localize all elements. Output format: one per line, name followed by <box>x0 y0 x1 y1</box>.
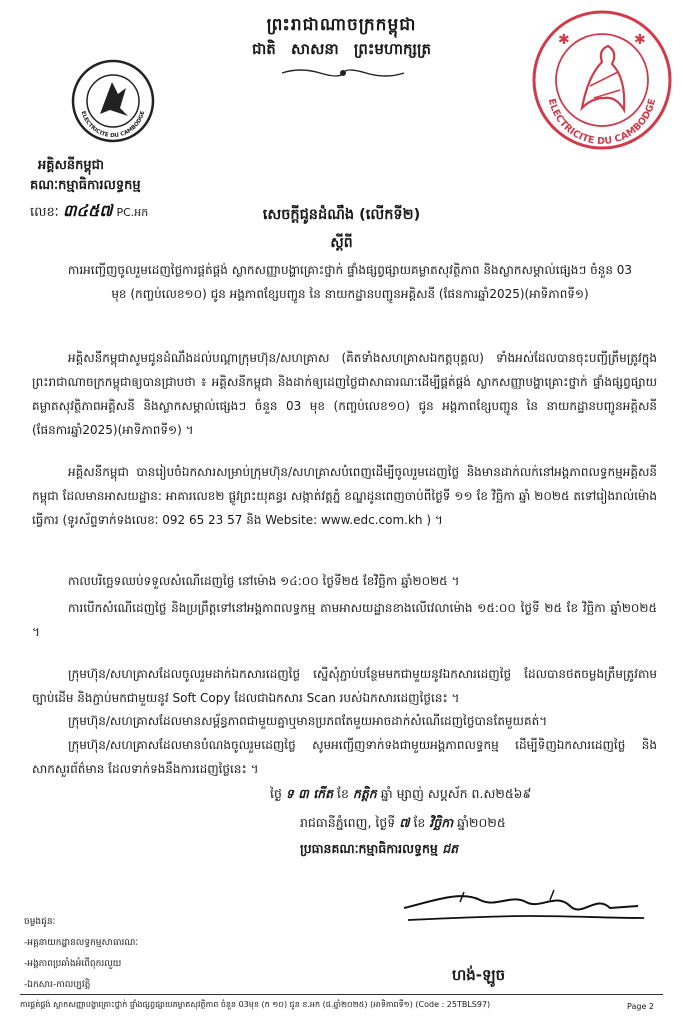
copy-recipients <box>24 912 138 996</box>
cc-item: -ឯកសារ-កាលប្បវត្តិ <box>24 980 91 990</box>
body-paragraph-6: ក្រុមហ៊ុន/សហគ្រាសដែលមានសម្ព័ន្ធភាពជាមួយគ្នាឬមានប្រភពតែមួយអាចដាក់សំណើដេញថ្លៃបានតែមួយគត់។ <box>68 714 548 728</box>
lunar-year: ឆ្នាំ ម្សាញ់ សប្តស័ក ព.ស២៥៦៩ <box>380 786 532 801</box>
handwritten-signature <box>400 872 670 952</box>
svg-text:ELECTRICITE DU CAMBODGE: ELECTRICITE DU CAMBODGE <box>545 97 659 148</box>
signatory-title <box>300 841 458 860</box>
date-year: ឆ្នាំ២០២៥ <box>457 815 506 830</box>
signer-name: ហង់-ឡូច <box>452 966 506 984</box>
lunar-date-line <box>270 786 531 805</box>
svg-text:✱: ✱ <box>634 32 646 48</box>
signatory-title-text: ប្រធានគណៈកម្មាធិការលទ្ធកម្ម <box>300 841 438 856</box>
ref-label: លេខៈ <box>30 205 59 220</box>
body-paragraph-3: កាលបរិច្ឆេទឈប់ទទួលសំណើដេញថ្លៃ នៅម៉ោង ១៤:០០ ថ្ងៃទី២៥ ខែវិច្ឆិកា ឆ្នាំ២០២៥ ។ <box>68 574 460 588</box>
notice-summary: ការអញ្ជើញចូលរួមដេញថ្លៃការផ្គត់ផ្គង់ ស្លាកសញ្ញាបង្ហាគ្រោះថ្នាក់ ផ្ទាំងផ្សព្វផ្សាយគម្លាតសុវត្ថិភាព និងស្លាកសម្គាល់ផ្សេងៗ ចំនួន 03 មុខ (កញ្ចប់លេខ១០) ជូន អង្គភាពខ្សែបញ្ជូន នៃ នាយកដ្ឋានបញ្ជូនអគ្គិសនី (ផែនការឆ្នាំ2025)(អាទិភាពទី១) <box>67 263 633 301</box>
ref-number-handwritten: ៣៤៥៧ <box>62 201 113 220</box>
cc-heading: ចម្លងជូនៈ <box>24 917 56 927</box>
footer-reference: ការផ្គត់ផ្គង់ ស្លាកសញ្ញាបង្ហាគ្រោះថ្នាក់ ផ្ទាំងផ្សព្វផ្សាយគម្លាតសុវត្ថិភាព ចំនួន 03មុខ (ក ១០) ជូន ខ.អក (ផ.ឆ្នាំ២០២៥) (អាទិភាពទី១) (Code : 25TBLS97) <box>20 1000 491 1009</box>
national-motto: ជាតិ សាសនា ព្រះមហាក្សត្រ <box>252 40 431 58</box>
svg-text:✱: ✱ <box>558 32 570 48</box>
date-day-handwritten: ៧ <box>399 815 410 830</box>
kingdom-header: ព្រះរាជាណាចក្រកម្ពុជា <box>266 15 417 35</box>
lunar-prefix: ថ្ងៃ <box>270 786 282 801</box>
committee-name: គណៈកម្មាធិការលទ្ធកម្ម <box>30 178 141 193</box>
body-paragraph-4: ការបើកសំណើដេញថ្លៃ និងប្រព្រឹត្តទៅនៅអង្គភាពលទ្ធកម្ម តាមអាសយដ្ឋានខាងលើវេលាម៉ោង ១៥:០០ ថ្ងៃទី ២៥ ខែ វិច្ឆិកា ឆ្នាំ២០២៥ ។ <box>32 601 657 639</box>
page-number: Page 2 <box>627 1002 654 1011</box>
svg-text:ELECTRICITE DU CAMBODGE: ELECTRICITE DU CAMBODGE <box>79 110 147 140</box>
cc-item: -អង្គភាពប្រឆាំងអំពើពុករលួយ <box>24 959 122 969</box>
footer-divider <box>20 994 663 995</box>
solar-date-line <box>300 815 506 834</box>
date-month-handwritten: វិច្ឆិកា <box>429 815 454 830</box>
org-name: អគ្គិសនីកម្ពុជា <box>38 158 105 173</box>
lunar-day-handwritten: ទ ៣ កើត <box>285 786 334 801</box>
date-prefix: រាជធានីភ្នំពេញ, ថ្ងៃទី <box>300 815 396 830</box>
cc-item: -អគ្គនាយកដ្ឋានលទ្ធកម្មសាធារណៈ <box>24 938 139 948</box>
notice-title: សេចក្តីជូនដំណឹង (លើកទី២) <box>262 207 421 223</box>
body-paragraph-7: ក្រុមហ៊ុន/សហគ្រាសដែលមានបំណងចូលរួមដេញថ្លៃ សូមអញ្ជើញទាក់ទងជាមួយអង្គភាពលទ្ធកម្ម ដើម្បីទិញឯកសារដេញថ្លៃ និងសាកសួរព័ត៌មាន ដែលទាក់ទងនឹងការដេញថ្លៃនេះ ។ <box>32 738 657 776</box>
notice-subtitle: ស្តីពី <box>330 235 353 251</box>
signatory-initials: ជត <box>442 841 459 856</box>
official-seal-stamp <box>528 6 676 154</box>
date-month-label: ខែ <box>413 815 426 830</box>
body-paragraph-2: អគ្គិសនីកម្ពុជា បានរៀបចំឯកសារសម្រាប់ក្រុមហ៊ុន/សហគ្រាសបំពេញដើម្បីចូលរួមដេញថ្លៃ និងមានដាក់លក់នៅអង្គភាពលទ្ធកម្មអគ្គិសនីកម្ពុជា ដែលមានអាសយដ្ឋាន: អាគារលេខ២ ផ្លូវព្រះយុគន្ធរ សង្កាត់វត្តភ្នំ ខណ្ឌដូនពេញចាប់ពីថ្ងៃទី ១១ ខែ វិច្ឆិកា ឆ្នាំ ២០២៥ តទៅរៀងរាល់ម៉ោងធ្វើការ (ទូរស័ព្ទទាក់ទងលេខៈ 092 65 23 57 និង Website: www.edc.com.kh ) ។ <box>32 465 657 527</box>
lunar-month-handwritten: កត្តិក <box>352 786 377 801</box>
body-paragraph-1: អគ្គិសនីកម្ពុជាសូមជូនដំណឹងដល់បណ្តាក្រុមហ៊ុន/សហគ្រាស (គិតទាំងសហគ្រាសឯកត្តបុគ្គល) ទាំងអស់ដែលបានចុះបញ្ជីត្រឹមត្រូវក្នុងព្រះរាជាណាចក្រកម្ពុជាឲ្យបានជ្រាបថា ៖ អគ្គិសនីកម្ពុជា និងដាក់ឲ្យដេញថ្លៃជាសាធារណៈដើម្បីផ្គត់ផ្គង់ ស្លាកសញ្ញាបង្ហាគ្រោះថ្នាក់ ផ្ទាំងផ្សព្វផ្សាយគម្លាតសុវត្ថិភាពអគ្គិសនី និងស្លាកសម្គាល់ផ្សេងៗ ចំនួន 03 មុខ (កញ្ចប់លេខ១០) ជូន អង្គភាពខ្សែបញ្ជូន នៃ នាយកដ្ឋានបញ្ជូនអគ្គិសនី (ផែនការឆ្នាំ2025)(អាទិភាពទី១) ។ <box>32 351 657 437</box>
header-ornament-icon <box>280 66 406 80</box>
edc-logo-icon <box>70 58 156 144</box>
body-paragraph-5: ក្រុមហ៊ុន/សហគ្រាសដែលចូលរួមដាក់ឯកសារដេញថ្លៃ ស្នើសុំភ្ជាប់បន្ថែមមកជាមួយនូវឯកសារដេញថ្លៃ ដែលបានថតចម្លងត្រឹមត្រូវតាមច្បាប់ដើម និងភ្ជាប់មកជាមួយនូវ Soft Copy ដែលជាឯកសារ Scan របស់ឯកសារដេញថ្លៃនេះ ។ <box>32 667 657 705</box>
lunar-month-label: ខែ <box>337 786 349 801</box>
ref-suffix: PC.អក <box>116 206 149 219</box>
